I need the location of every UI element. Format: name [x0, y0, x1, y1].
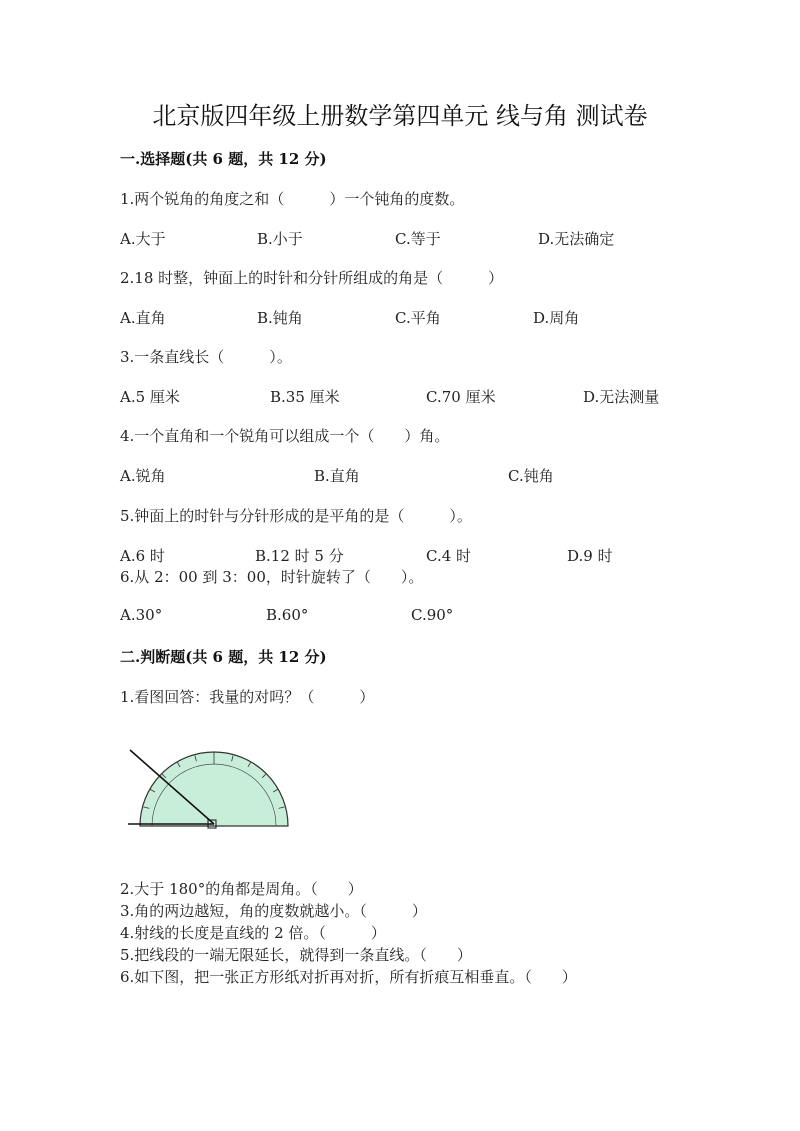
option-c[interactable]: C.90° — [411, 606, 454, 624]
option-a[interactable]: A.5 厘米 — [120, 388, 180, 406]
option-a[interactable]: A.30° — [120, 606, 163, 624]
option-a[interactable]: A.大于 — [120, 230, 166, 248]
question-text: 5.把线段的一端无限延长，就得到一条直线。（ ） — [120, 946, 472, 964]
question-text: 2.大于 180°的角都是周角。（ ） — [120, 880, 363, 898]
question-text: 3.一条直线长（ ）。 — [120, 348, 292, 366]
option-b[interactable]: B.钝角 — [257, 309, 303, 327]
question-text: 1.看图回答：我量的对吗？（ ） — [120, 688, 375, 706]
option-b[interactable]: B.直角 — [314, 467, 360, 485]
question-text: 6.从 2：00 到 3：00，时针旋转了（ ）。 — [120, 568, 424, 586]
question-text: 4.一个直角和一个锐角可以组成一个（ ）角。 — [120, 427, 450, 445]
option-b[interactable]: B.60° — [266, 606, 309, 624]
option-b[interactable]: B.12 时 5 分 — [255, 547, 344, 565]
option-c[interactable]: C.钝角 — [508, 467, 554, 485]
option-d[interactable]: D.无法测量 — [583, 388, 660, 406]
section-heading-choice: 一.选择题(共 6 题，共 12 分) — [120, 150, 327, 168]
option-c[interactable]: C.70 厘米 — [426, 388, 496, 406]
question-text: 5.钟面上的时针与分针形成的是平角的是（ ）。 — [120, 507, 472, 525]
question-text: 3.角的两边越短，角的度数就越小。（ ） — [120, 902, 427, 920]
option-c[interactable]: C.平角 — [395, 309, 441, 327]
option-c[interactable]: C.4 时 — [426, 547, 472, 565]
option-b[interactable]: B.35 厘米 — [270, 388, 340, 406]
protractor-figure — [126, 746, 306, 836]
option-d[interactable]: D.周角 — [533, 309, 580, 327]
option-a[interactable]: A.6 时 — [120, 547, 165, 565]
question-text: 6.如下图，把一张正方形纸对折再对折，所有折痕互相垂直。（ ） — [120, 968, 577, 986]
option-c[interactable]: C.等于 — [395, 230, 441, 248]
option-a[interactable]: A.直角 — [120, 309, 166, 327]
question-text: 2.18 时整，钟面上的时针和分针所组成的角是（ ） — [120, 269, 504, 287]
option-a[interactable]: A.锐角 — [120, 467, 166, 485]
option-d[interactable]: D.9 时 — [567, 547, 613, 565]
question-text: 1.两个锐角的角度之和（ ）一个钝角的度数。 — [120, 190, 465, 208]
option-d[interactable]: D.无法确定 — [538, 230, 615, 248]
question-text: 4.射线的长度是直线的 2 倍。（ ） — [120, 924, 386, 942]
option-b[interactable]: B.小于 — [257, 230, 303, 248]
page-title: 北京版四年级上册数学第四单元 线与角 测试卷 — [152, 102, 648, 130]
section-heading-judgment: 二.判断题(共 6 题，共 12 分) — [120, 648, 327, 666]
